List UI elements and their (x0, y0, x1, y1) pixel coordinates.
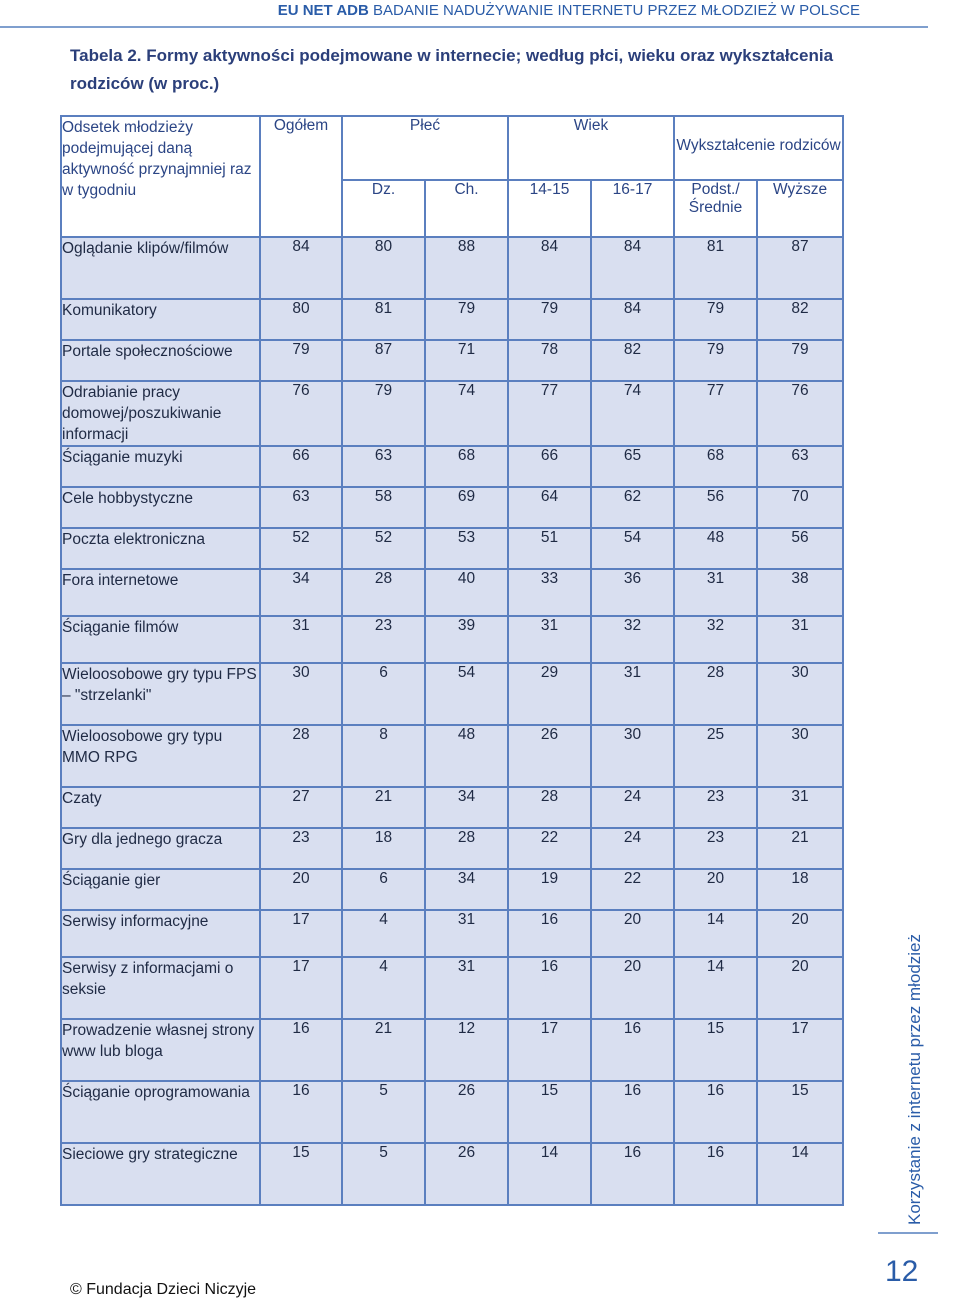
value-cell: 31 (260, 616, 342, 663)
col-group-age: Wiek (508, 116, 674, 180)
value-cell: 14 (508, 1143, 591, 1205)
value-cell: 28 (674, 663, 757, 725)
value-cell: 84 (508, 237, 591, 299)
value-cell: 54 (591, 528, 674, 569)
value-cell: 34 (425, 869, 508, 910)
value-cell: 29 (508, 663, 591, 725)
row-label: Ściąganie filmów (61, 616, 260, 663)
value-cell: 16 (591, 1019, 674, 1081)
value-cell: 18 (342, 828, 425, 869)
value-cell: 12 (425, 1019, 508, 1081)
value-cell: 30 (260, 663, 342, 725)
value-cell: 76 (757, 381, 843, 446)
row-label: Sieciowe gry strategiczne (61, 1143, 260, 1205)
value-cell: 6 (342, 663, 425, 725)
value-cell: 79 (757, 340, 843, 381)
value-cell: 14 (674, 910, 757, 957)
value-cell: 64 (508, 487, 591, 528)
col-girls: Dz. (342, 180, 425, 237)
value-cell: 52 (342, 528, 425, 569)
value-cell: 82 (757, 299, 843, 340)
table-row (61, 528, 843, 569)
row-label: Gry dla jednego gracza (61, 828, 260, 869)
value-cell: 79 (674, 340, 757, 381)
value-cell: 14 (757, 1143, 843, 1205)
value-cell: 40 (425, 569, 508, 616)
col-edu-basic: Podst./ Średnie (674, 180, 757, 237)
value-cell: 79 (260, 340, 342, 381)
value-cell: 8 (342, 725, 425, 787)
value-cell: 87 (757, 237, 843, 299)
value-cell: 23 (342, 616, 425, 663)
value-cell: 34 (425, 787, 508, 828)
value-cell: 51 (508, 528, 591, 569)
table-row (61, 725, 843, 787)
col-boys: Ch. (425, 180, 508, 237)
col-group-sex: Płeć (342, 116, 508, 180)
value-cell: 79 (674, 299, 757, 340)
value-cell: 17 (260, 910, 342, 957)
value-cell: 26 (508, 725, 591, 787)
value-cell: 14 (674, 957, 757, 1019)
table-row (61, 910, 843, 957)
value-cell: 21 (342, 1019, 425, 1081)
table-row (61, 446, 843, 487)
value-cell: 28 (342, 569, 425, 616)
value-cell: 31 (591, 663, 674, 725)
row-label: Fora internetowe (61, 569, 260, 616)
row-label: Ściąganie muzyki (61, 446, 260, 487)
value-cell: 31 (757, 616, 843, 663)
table-row (61, 957, 843, 1019)
value-cell: 31 (508, 616, 591, 663)
value-cell: 24 (591, 828, 674, 869)
row-label: Wieloosobowe gry typu MMO RPG (61, 725, 260, 787)
value-cell: 84 (260, 237, 342, 299)
value-cell: 84 (591, 299, 674, 340)
col-age-16-17: 16-17 (591, 180, 674, 237)
value-cell: 63 (342, 446, 425, 487)
row-label: Wieloosobowe gry typu FPS – "strzelanki" (61, 663, 260, 725)
table-row (61, 663, 843, 725)
col-total: Ogółem (260, 116, 342, 237)
value-cell: 23 (674, 828, 757, 869)
value-cell: 81 (674, 237, 757, 299)
value-cell: 32 (591, 616, 674, 663)
value-cell: 68 (674, 446, 757, 487)
value-cell: 31 (425, 910, 508, 957)
value-cell: 16 (591, 1081, 674, 1143)
value-cell: 77 (674, 381, 757, 446)
value-cell: 77 (508, 381, 591, 446)
value-cell: 88 (425, 237, 508, 299)
value-cell: 22 (508, 828, 591, 869)
side-section-title: Korzystanie z internetu przez młodzież (905, 933, 924, 1225)
value-cell: 63 (260, 487, 342, 528)
value-cell: 78 (508, 340, 591, 381)
page-number: 12 (885, 1255, 919, 1288)
value-cell: 6 (342, 869, 425, 910)
value-cell: 20 (591, 910, 674, 957)
value-cell: 32 (674, 616, 757, 663)
value-cell: 20 (757, 957, 843, 1019)
value-cell: 26 (425, 1143, 508, 1205)
value-cell: 28 (508, 787, 591, 828)
value-cell: 15 (508, 1081, 591, 1143)
value-cell: 5 (342, 1081, 425, 1143)
row-label: Oglądanie klipów/filmów (61, 237, 260, 299)
col-age-14-15: 14-15 (508, 180, 591, 237)
value-cell: 79 (425, 299, 508, 340)
value-cell: 16 (508, 910, 591, 957)
value-cell: 28 (425, 828, 508, 869)
value-cell: 23 (674, 787, 757, 828)
header-brand: EU NET ADB (277, 2, 369, 19)
row-header: Odsetek młodzieży podejmującej daną aktywność przynajmniej raz w tygodniu (61, 116, 260, 237)
value-cell: 30 (757, 725, 843, 787)
running-header (278, 2, 860, 19)
table-row (61, 869, 843, 910)
col-edu-higher: Wyższe (757, 180, 843, 237)
value-cell: 68 (425, 446, 508, 487)
table-row (61, 340, 843, 381)
activity-table (60, 115, 844, 1206)
table-row (61, 237, 843, 299)
row-label: Prowadzenie własnej strony www lub bloga (61, 1019, 260, 1081)
value-cell: 79 (342, 381, 425, 446)
value-cell: 82 (591, 340, 674, 381)
value-cell: 4 (342, 910, 425, 957)
value-cell: 30 (757, 663, 843, 725)
value-cell: 87 (342, 340, 425, 381)
row-label: Odrabianie pracy domowej/poszukiwanie informacji (61, 381, 260, 446)
value-cell: 20 (674, 869, 757, 910)
table-row (61, 487, 843, 528)
value-cell: 20 (260, 869, 342, 910)
value-cell: 66 (260, 446, 342, 487)
value-cell: 80 (342, 237, 425, 299)
row-label: Ściąganie gier (61, 869, 260, 910)
value-cell: 80 (260, 299, 342, 340)
table-row (61, 1081, 843, 1143)
table-row (61, 1019, 843, 1081)
row-label: Serwisy z informacjami o seksie (61, 957, 260, 1019)
value-cell: 84 (591, 237, 674, 299)
table-row (61, 616, 843, 663)
value-cell: 15 (757, 1081, 843, 1143)
value-cell: 76 (260, 381, 342, 446)
value-cell: 71 (425, 340, 508, 381)
value-cell: 52 (260, 528, 342, 569)
value-cell: 58 (342, 487, 425, 528)
value-cell: 17 (260, 957, 342, 1019)
table-row (61, 1143, 843, 1205)
value-cell: 74 (425, 381, 508, 446)
value-cell: 53 (425, 528, 508, 569)
value-cell: 23 (260, 828, 342, 869)
footer-copyright: © Fundacja Dzieci Niczyje (70, 1281, 257, 1298)
row-label: Portale społecznościowe (61, 340, 260, 381)
value-cell: 31 (757, 787, 843, 828)
value-cell: 34 (260, 569, 342, 616)
value-cell: 16 (674, 1143, 757, 1205)
value-cell: 69 (425, 487, 508, 528)
value-cell: 38 (757, 569, 843, 616)
value-cell: 79 (508, 299, 591, 340)
row-label: Serwisy informacyjne (61, 910, 260, 957)
value-cell: 21 (757, 828, 843, 869)
value-cell: 74 (591, 381, 674, 446)
row-label: Poczta elektroniczna (61, 528, 260, 569)
col-group-education: Wykształcenie rodziców (674, 116, 843, 180)
value-cell: 18 (757, 869, 843, 910)
table-row (61, 828, 843, 869)
table-row (61, 381, 843, 446)
value-cell: 63 (757, 446, 843, 487)
value-cell: 28 (260, 725, 342, 787)
value-cell: 36 (591, 569, 674, 616)
value-cell: 56 (757, 528, 843, 569)
value-cell: 48 (674, 528, 757, 569)
value-cell: 17 (757, 1019, 843, 1081)
value-cell: 31 (425, 957, 508, 1019)
value-cell: 26 (425, 1081, 508, 1143)
value-cell: 54 (425, 663, 508, 725)
table-row (61, 299, 843, 340)
value-cell: 31 (674, 569, 757, 616)
value-cell: 20 (591, 957, 674, 1019)
row-label: Czaty (61, 787, 260, 828)
value-cell: 30 (591, 725, 674, 787)
value-cell: 56 (674, 487, 757, 528)
value-cell: 4 (342, 957, 425, 1019)
value-cell: 39 (425, 616, 508, 663)
table-title: Tabela 2. Formy aktywności podejmowane w internecie; według płci, wieku oraz wykształcenia rodziców (w proc.) (70, 46, 834, 93)
value-cell: 24 (591, 787, 674, 828)
value-cell: 15 (674, 1019, 757, 1081)
side-rule (878, 1232, 938, 1234)
value-cell: 17 (508, 1019, 591, 1081)
value-cell: 16 (674, 1081, 757, 1143)
value-cell: 15 (260, 1143, 342, 1205)
value-cell: 33 (508, 569, 591, 616)
value-cell: 20 (757, 910, 843, 957)
value-cell: 16 (260, 1019, 342, 1081)
header-rule (0, 26, 928, 28)
value-cell: 70 (757, 487, 843, 528)
row-label: Cele hobbystyczne (61, 487, 260, 528)
table-row (61, 569, 843, 616)
row-label: Komunikatory (61, 299, 260, 340)
value-cell: 21 (342, 787, 425, 828)
value-cell: 48 (425, 725, 508, 787)
value-cell: 16 (591, 1143, 674, 1205)
value-cell: 66 (508, 446, 591, 487)
value-cell: 25 (674, 725, 757, 787)
row-label: Ściąganie oprogramowania (61, 1081, 260, 1143)
table-row (61, 787, 843, 828)
value-cell: 5 (342, 1143, 425, 1205)
header-subtitle: BADANIE NADUŻYWANIE INTERNETU PRZEZ MŁODZIEŻ W POLSCE (373, 2, 860, 19)
value-cell: 62 (591, 487, 674, 528)
value-cell: 65 (591, 446, 674, 487)
value-cell: 16 (260, 1081, 342, 1143)
value-cell: 19 (508, 869, 591, 910)
value-cell: 16 (508, 957, 591, 1019)
value-cell: 81 (342, 299, 425, 340)
value-cell: 22 (591, 869, 674, 910)
value-cell: 27 (260, 787, 342, 828)
